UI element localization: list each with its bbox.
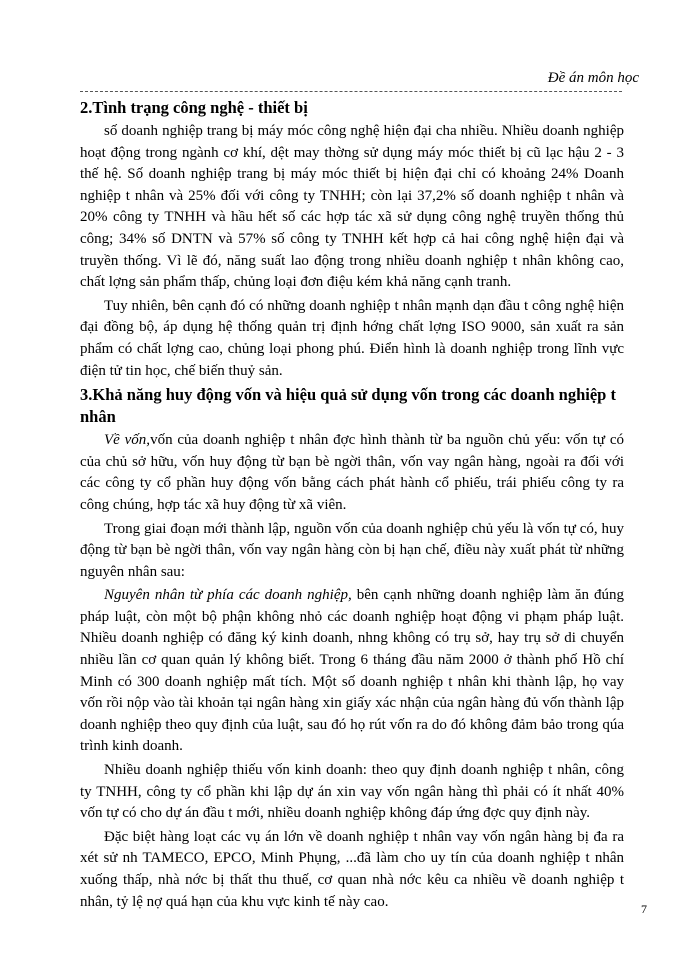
section-heading-capital: 3.Khả năng huy động vốn và hiệu quả sử dụng vốn trong các doanh nghiệp t nhân — [80, 385, 616, 427]
paragraph: Đặc biệt hàng loạt các vụ án lớn về doanh nghiệp t nhân vay vốn ngân hàng bị đa ra xét sử nh TAMECO, EPCO, Minh Phụng, ...đã làm cho uy tín của doanh nghiệp t nhân xuống thấp, nhà nớc bị thất thu thuế, cơ quan nhà nớc kêu ca nhiều về doanh nghiệp t nhân, tỷ lệ nợ quá hạn của khu vực kinh tế này cao. — [80, 828, 624, 910]
paragraph — [80, 585, 624, 758]
paragraph-body: bên cạnh những doanh nghiệp làm ăn đúng pháp luật, còn một bộ phận không nhỏ các doanh nghiệp hoạt động vi phạm pháp luật. Nhiều doanh nghiệp có đăng ký kinh doanh, nhng không có trụ sở, hay trụ sở di chuyển nhiều lần cơ quan quản lý không biết. Trong 6 tháng đầu năm 2000 ở thành phố Hồ chí Minh có 300 doanh nghiệp mất tích. Một số doanh nghiệp t nhân khi thành lập, họ vay vốn rồi nộp vào tài khoản tại ngân hàng xin giấy xác nhận của ngân hàng đủ vốn thành lập doanh nghiệp theo quy định của luật, sau đó họ rút vốn ra do đó không đảm bảo trong qúa trình kinh doanh. — [80, 587, 624, 755]
page-content — [80, 97, 624, 913]
paragraph: Tuy nhiên, bên cạnh đó có những doanh nghiệp t nhân mạnh dạn đầu t công nghệ hiện đại đồng bộ, áp dụng hệ thống quản trị định hớng chất lợng ISO 9000, sản xuất ra sản phẩm có chất lợng cao, chủng loại phong phú. Điển hình là doanh nghiệp trong lĩnh vực điện tử tin học, chế biến thuỷ sản. — [80, 297, 624, 379]
paragraph: Nhiều doanh nghiệp thiếu vốn kinh doanh: theo quy định doanh nghiệp t nhân, công ty TNHH, công ty cổ phần khi lập dự án xin vay vốn ngân hàng thì phải có ít nhất 40% vốn tự có cho dự án đầu t mới, nhiều doanh nghiệp không đáp ứng đợc quy định này. — [80, 762, 624, 822]
paragraph-lead: Về vốn, — [104, 432, 151, 449]
paragraph: số doanh nghiệp trang bị máy móc công nghệ hiện đại cha nhiều. Nhiều doanh nghiệp hoạt động trong ngành cơ khí, dệt may thờng sử dụng máy móc thiết bị cũ lạc hậu 2 - 3 thế hệ. Số doanh nghiệp trang bị máy móc thiết bị hiện đại chỉ có khoảng 24% Doanh nghiệp t nhân và 25% đối với công ty TNHH; còn lại 37,2% số doanh nghiệp t nhân và 20% công ty TNHH và hầu hết số các hợp tác xã sử dụng công nghệ truyền thống thủ công; 34% số DNTN và 57% số công ty TNHH kết hợp cả hai công nghệ hiện đại và truyền thống. Vì lẽ đó, năng suất lao động trong nhiều doanh nghiệp t nhân không cao, chất lợng sản phẩm thấp, chủng loại đơn điệu kém khả năng cạnh tranh. — [80, 123, 624, 291]
paragraph — [80, 430, 624, 516]
header-title: Đề án môn học — [547, 70, 639, 86]
header-divider — [80, 91, 622, 92]
paragraph: Trong giai đoạn mới thành lập, nguồn vốn của doanh nghiệp chủ yếu là vốn tự có, huy động từ bạn bè ngời thân, vốn vay ngân hàng còn bị hạn chế, điều này xuất phát từ những nguyên nhân sau: — [80, 520, 624, 580]
page-number: 7 — [641, 902, 647, 916]
paragraph-lead: Nguyên nhân từ phía các doanh nghiệp, — [104, 587, 352, 604]
paragraph-body: vốn của doanh nghiệp t nhân đợc hình thành từ ba nguồn chủ yếu: vốn tự có của chủ sở hữu, vốn huy động từ bạn bè ngời thân, vốn vay ngân hàng, ngoài ra đối với các công ty cổ phần huy động vốn bằng cách phát hành cổ phiếu, trái phiếu công ty ra công chúng, hợp tác xã huy động từ xã viên. — [80, 432, 624, 513]
section-heading-technology: 2.Tình trạng công nghệ - thiết bị — [80, 98, 308, 117]
